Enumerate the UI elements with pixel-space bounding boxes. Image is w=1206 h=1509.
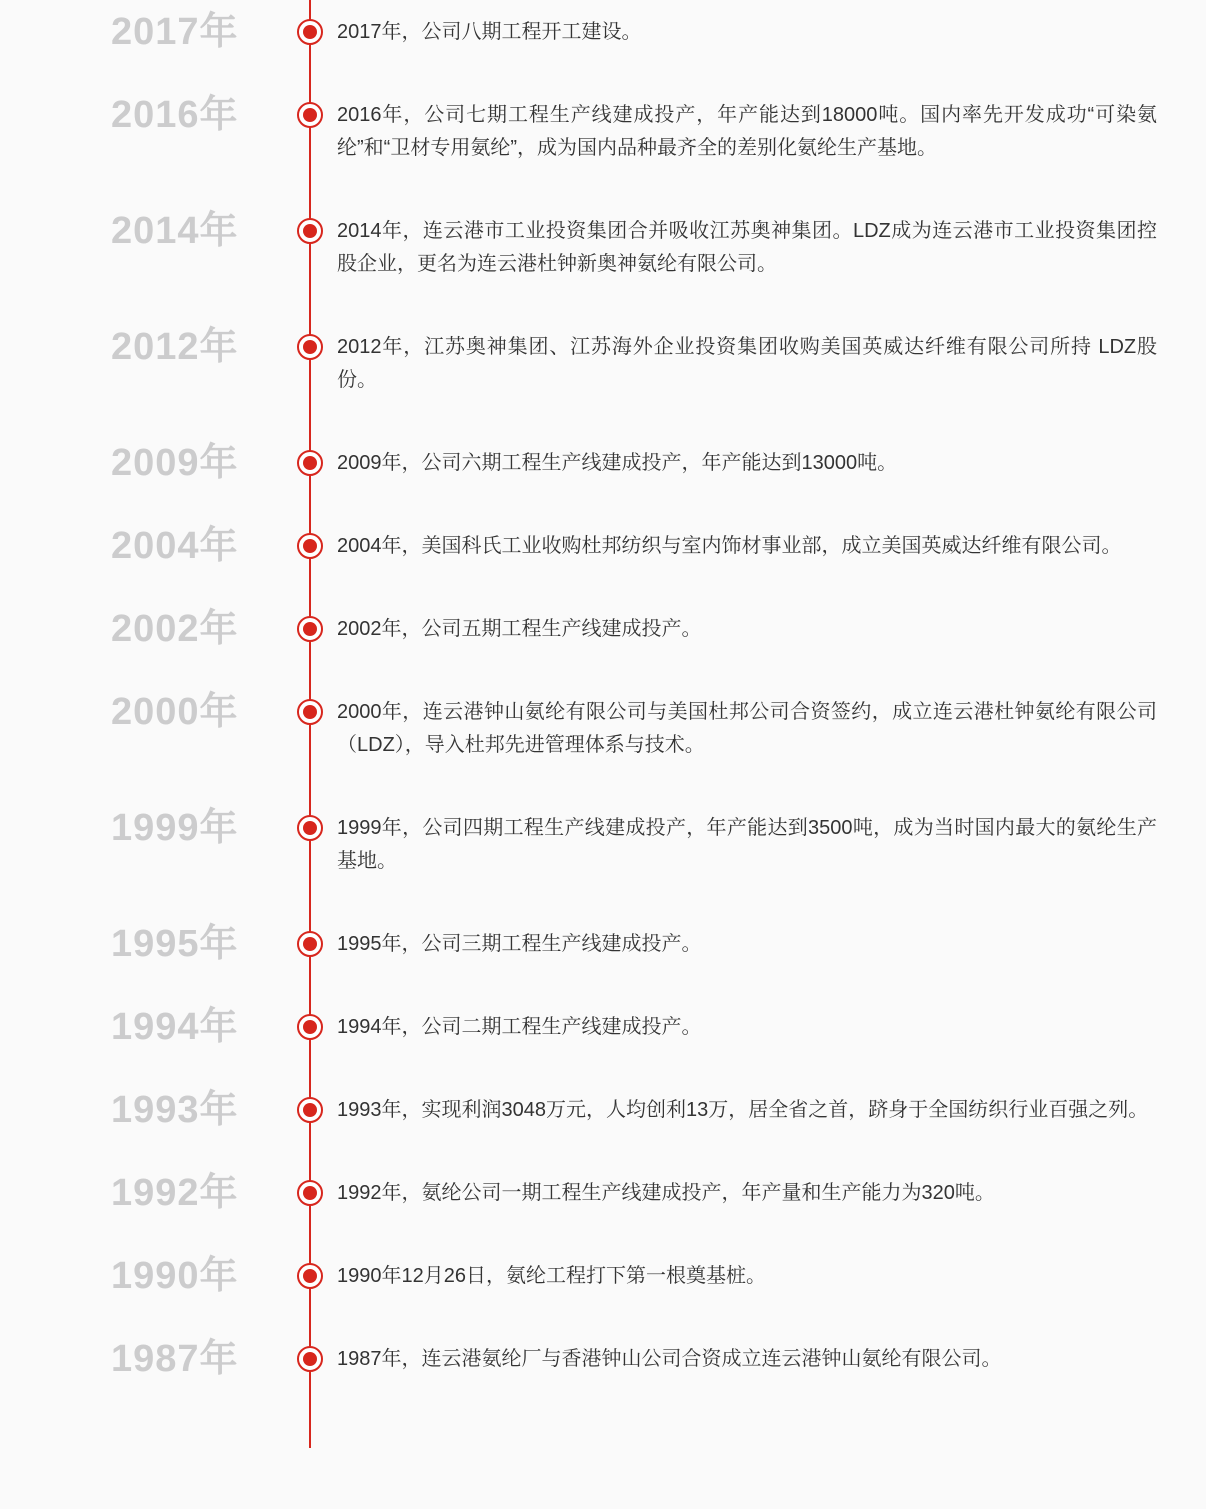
timeline-dot-core: [303, 1186, 317, 1200]
timeline-year-label: 1990年: [111, 1255, 239, 1297]
timeline-entry-text: 1994年，公司二期工程生产线建成投产。: [337, 1016, 702, 1038]
timeline-entry: [0, 210, 1157, 281]
timeline-dot-core: [303, 1103, 317, 1117]
timeline-dot-icon: [297, 1180, 323, 1206]
timeline-dot-icon: [297, 19, 323, 45]
timeline-entry-text: 2016年，公司七期工程生产线建成投产，年产能达到18000吨。国内率先开发成功“可染氨纶”和“卫材专用氨纶”，成为国内品种最齐全的差别化氨纶生产基地。: [337, 104, 1157, 159]
timeline-dot-icon: [297, 1097, 323, 1123]
timeline-dot-core: [303, 705, 317, 719]
timeline-year-label: 2004年: [111, 525, 239, 567]
timeline-dot-icon: [297, 533, 323, 559]
timeline-year-label: 1987年: [111, 1338, 239, 1380]
timeline-year-label: 2012年: [111, 326, 239, 368]
timeline-year-label: 2017年: [111, 11, 239, 53]
timeline-dot-core: [303, 456, 317, 470]
timeline-dot-core: [303, 1269, 317, 1283]
timeline-entry: [0, 923, 1157, 965]
timeline-dot-icon: [297, 1263, 323, 1289]
timeline-entry-text: 2002年，公司五期工程生产线建成投产。: [337, 618, 702, 640]
timeline-dot-icon: [297, 218, 323, 244]
timeline-dot-core: [303, 821, 317, 835]
timeline-entry: [0, 326, 1157, 397]
timeline-entry-text: 2004年，美国科氏工业收购杜邦纺织与室内饰材事业部，成立美国英威达纤维有限公司。: [337, 535, 1122, 557]
timeline-dot-core: [303, 25, 317, 39]
timeline-dot-icon: [297, 931, 323, 957]
timeline-entry-text: 1990年12月26日，氨纶工程打下第一根奠基桩。: [337, 1265, 766, 1287]
timeline-year-label: 2002年: [111, 608, 239, 650]
timeline-dot-icon: [297, 1346, 323, 1372]
timeline-year-label: 2014年: [111, 210, 239, 252]
timeline-year-label: 1994年: [111, 1006, 239, 1048]
timeline-entry-text: 1999年，公司四期工程生产线建成投产，年产能达到3500吨，成为当时国内最大的氨纶生产基地。: [337, 817, 1157, 872]
timeline-entry-text: 1992年，氨纶公司一期工程生产线建成投产，年产量和生产能力为320吨。: [337, 1182, 995, 1204]
timeline-entry: [0, 1006, 1157, 1048]
timeline-dot-core: [303, 937, 317, 951]
timeline-dot-icon: [297, 616, 323, 642]
timeline-dot-icon: [297, 815, 323, 841]
timeline-dot-core: [303, 1020, 317, 1034]
timeline-entry-text: 2009年，公司六期工程生产线建成投产，年产能达到13000吨。: [337, 452, 898, 474]
timeline-dot-core: [303, 622, 317, 636]
timeline-entry: [0, 1255, 1157, 1297]
timeline-dot-core: [303, 539, 317, 553]
timeline-entry-text: 1995年，公司三期工程生产线建成投产。: [337, 933, 702, 955]
timeline-entry-text: 2017年，公司八期工程开工建设。: [337, 21, 642, 43]
timeline-entry: [0, 442, 1157, 484]
timeline-entry: [0, 1338, 1157, 1380]
timeline-dot-icon: [297, 102, 323, 128]
timeline-entry: [0, 525, 1157, 567]
timeline-year-label: 1995年: [111, 923, 239, 965]
timeline-entry-text: 1987年，连云港氨纶厂与香港钟山公司合资成立连云港钟山氨纶有限公司。: [337, 1348, 1002, 1370]
timeline-year-label: 1999年: [111, 807, 239, 849]
timeline-dot-core: [303, 340, 317, 354]
timeline-dot-core: [303, 1352, 317, 1366]
timeline-year-label: 2016年: [111, 94, 239, 136]
timeline-entry-text: 2000年，连云港钟山氨纶有限公司与美国杜邦公司合资签约，成立连云港杜钟氨纶有限公司（LDZ），导入杜邦先进管理体系与技术。: [337, 701, 1157, 756]
timeline-dot-icon: [297, 1014, 323, 1040]
timeline-entry: [0, 11, 1157, 53]
timeline-dot-icon: [297, 450, 323, 476]
timeline-year-label: 2009年: [111, 442, 239, 484]
timeline-entry-text: 2014年，连云港市工业投资集团合并吸收江苏奥神集团。LDZ成为连云港市工业投资集团控股企业，更名为连云港杜钟新奥神氨纶有限公司。: [337, 220, 1157, 275]
timeline-dot-icon: [297, 334, 323, 360]
timeline-entry: [0, 608, 1157, 650]
timeline-year-label: 1993年: [111, 1089, 239, 1131]
timeline-entry-text: 1993年，实现利润3048万元，人均创利13万，居全省之首，跻身于全国纺织行业百强之列。: [337, 1099, 1149, 1121]
timeline-year-label: 2000年: [111, 691, 239, 733]
timeline-entry: [0, 1172, 1157, 1214]
timeline-dot-core: [303, 224, 317, 238]
timeline-year-label: 1992年: [111, 1172, 239, 1214]
timeline-dot-core: [303, 108, 317, 122]
timeline-entry: [0, 807, 1157, 878]
timeline-entry: [0, 1089, 1157, 1131]
timeline-entry: [0, 94, 1157, 165]
timeline-dot-icon: [297, 699, 323, 725]
timeline-entry-text: 2012年，江苏奥神集团、江苏海外企业投资集团收购美国英威达纤维有限公司所持 LDZ股份。: [337, 336, 1157, 391]
timeline-entry: [0, 691, 1157, 762]
